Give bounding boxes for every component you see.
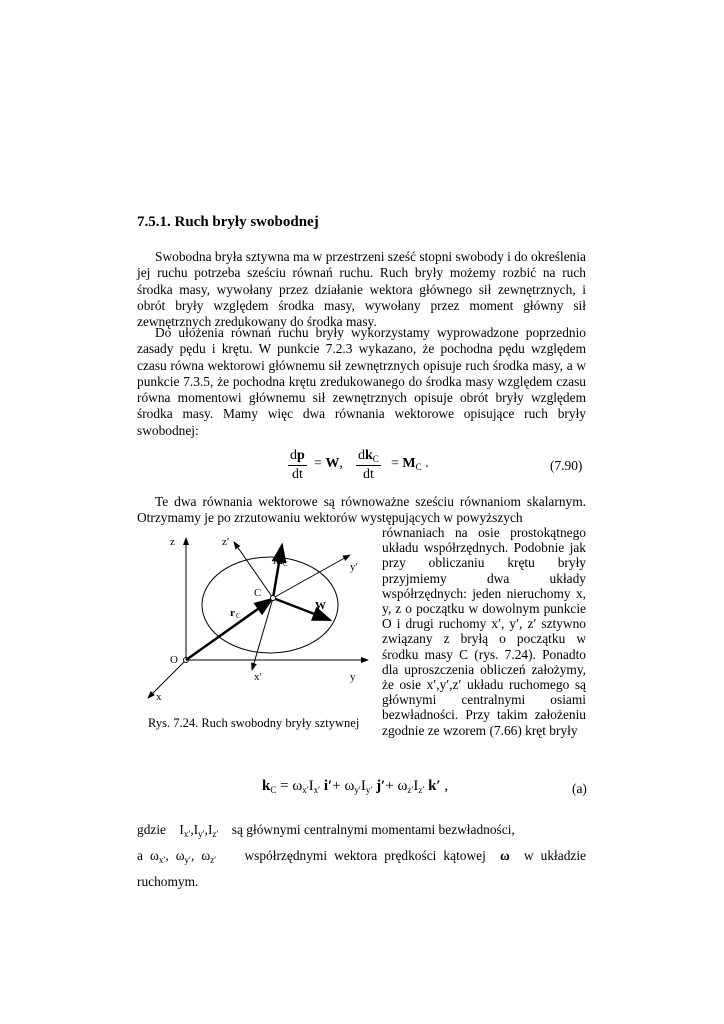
label-W: W	[315, 600, 326, 612]
p4-part-b: są głównymi centralnymi momentami bezwładności,	[231, 822, 515, 837]
center-of-mass-point	[271, 596, 276, 601]
xp-axis	[252, 598, 273, 670]
fraction-dk-dt: $dk_C$ dt	[358, 448, 379, 482]
p4-part-e: w układzie ruchomym.	[137, 848, 586, 889]
p4-part-c: a	[137, 848, 143, 863]
label-y: y	[350, 671, 356, 683]
equation-a: $k_C = \omega_{x'}I_{x'}$ $i'+ \omega_{y'}I_{y'}$ $j'+ \omega_{z'}I_{z'}$ k′ ,	[262, 778, 449, 795]
label-rC: r	[230, 607, 235, 619]
paragraph-2-text: Do ułożenia równań ruchu bryły wykorzystamy wyprowadzone poprzednio zasady pędu i krętu. W punkcie 7.2.3 wykazano, że pochodna pędu względem czasu równa wektorowi głównemu sił zewnętrznych opisuje ruch środka masy, a w punkcie 7.3.5, że pochodna krętu zredukowanego do środka masy względem czasu równa momentowi głównemu sił zewnętrznych opisuje obrót bryły względem środka masy. Mamy więc dwa równania wektorowe opisujące ruch bryły swobodnej:	[137, 325, 586, 438]
paragraph-1-text: Swobodna bryła sztywna ma w przestrzeni sześć stopni swobody i do określenia jej ruchu potrzeba sześciu równań ruchu. Ruch bryły możemy rozbić na ruch środka masy, wywołany przez działanie wektora głównego sił zewnętrznych, i obrót bryły względem środka masy, wywołany przez moment główny sił zewnętrznych zredukowany do środka masy.	[137, 249, 587, 330]
label-z: z	[170, 536, 175, 548]
equation-number-a: (a)	[572, 781, 587, 796]
label-C: C	[254, 587, 262, 599]
label-zp: z′	[222, 536, 230, 548]
x-axis	[148, 660, 186, 698]
label-xp: x′	[254, 671, 262, 683]
equation-number-7-90: (7.90)	[550, 458, 583, 473]
p4-part-a: gdzie	[137, 822, 166, 837]
figure-7-24	[140, 530, 376, 706]
label-x: x	[156, 691, 162, 703]
label-MC: M	[273, 555, 284, 567]
p4-part-d: współrzędnymi wektora prędkości kątowej	[244, 848, 486, 863]
paragraph-3-text: Te dwa równania wektorowe są równoważne sześciu równaniom skalarnym. Otrzymamy je po zrzutowaniu wektorów występujących w powyższych	[137, 494, 586, 526]
fraction-dp-dt: dp dt	[290, 448, 305, 482]
section-heading: 7.5.1. Ruch bryły swobodnej	[137, 214, 319, 230]
paragraph-2	[137, 325, 586, 439]
paragraph-3-wrap: równaniach na osie prostokątnego układu współrzędnych. Podobnie jak przy obliczaniu krętu bryły przyjmiemy dwa układy współrzędnych: jeden nieruchomy x, y, z o początku w dowolnym punkcie O i drugi ruchomy x′, y′, z′ sztywno związany z bryłą o początku w środku masy C (rys. 7.24). Ponadto dla uproszczenia obliczeń założymy, że osie x′,y′,z′ układu ruchomego są głównymi centralnymi osiami bezwładności. Przy takim założeniu zgodnie ze wzorem (7.66) kręt bryły	[382, 525, 586, 738]
label-O: O	[170, 654, 178, 666]
mc-vector	[273, 545, 282, 598]
rc-vector	[186, 599, 272, 660]
label-rC-sub: C	[236, 612, 241, 620]
equals-MC: = $M_C$ .	[391, 456, 429, 472]
equals-W: = W,	[314, 456, 343, 471]
paragraph-1	[137, 249, 586, 330]
figure-caption: Rys. 7.24. Ruch swobodny bryły sztywnej	[148, 716, 360, 730]
label-MC-sub: C	[283, 560, 288, 568]
label-yp: y′	[350, 561, 358, 573]
paragraph-4: gdzie $I_{x'},I_{y'},I_{z'}$ są głównymi centralnymi momentami bezwładności, a $\omega_{x'}$, $\omega_{y'}$, $\omega_{z'}$ współrzędnymi wektora prędkości kątowej ω w układzie ruchomym.	[137, 822, 586, 889]
paragraph-3	[137, 494, 586, 527]
